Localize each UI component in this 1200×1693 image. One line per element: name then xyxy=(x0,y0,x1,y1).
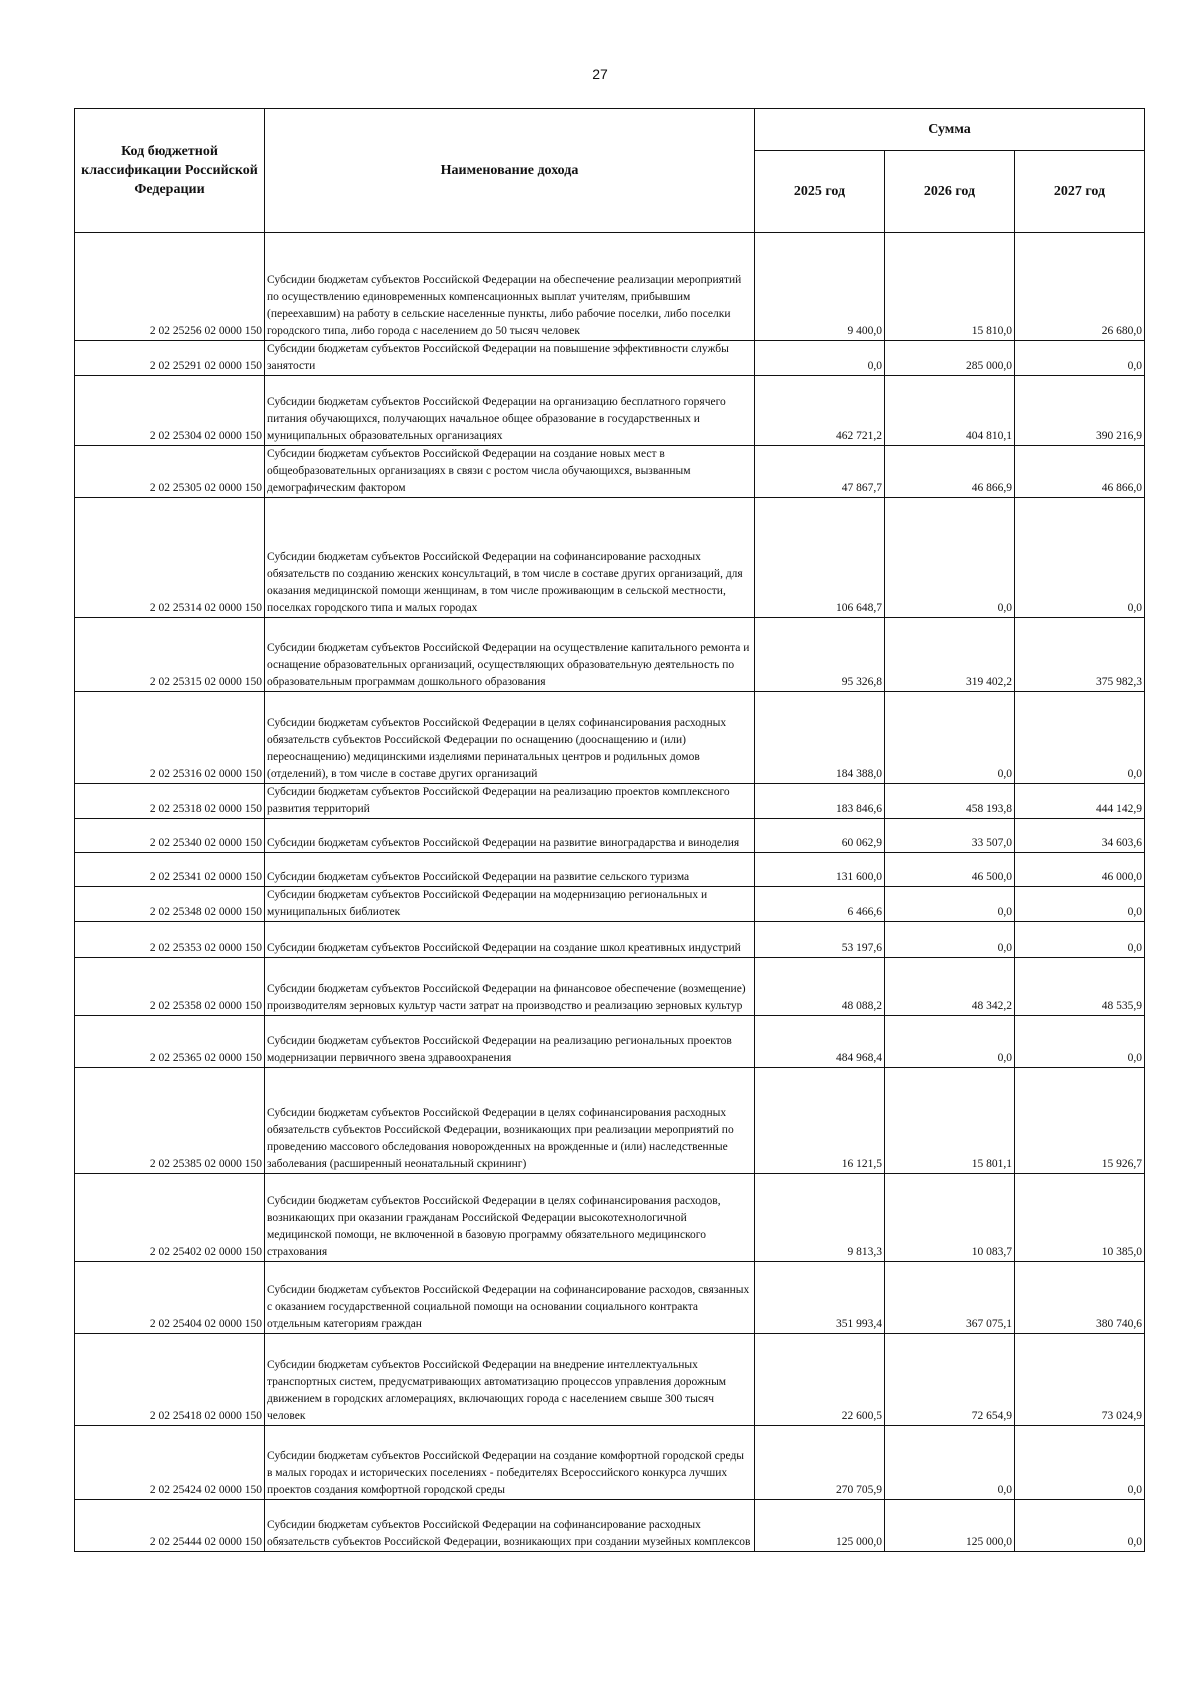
row-name: Субсидии бюджетам субъектов Российской Федерации на создание новых мест в общеобразовательных организациях в связи с ростом числа обучающихся, вызванным демографическим фактором xyxy=(265,446,755,498)
row-amount-2025: 183 846,6 xyxy=(755,784,885,819)
row-code: 2 02 25404 02 0000 150 xyxy=(75,1262,265,1334)
table-row xyxy=(75,1068,1145,1174)
row-amount-2026: 10 083,7 xyxy=(885,1174,1015,1262)
row-name: Субсидии бюджетам субъектов Российской Федерации в целях софинансирования расходных обязательств субъектов Российской Федерации, возникающих при реализации мероприятий по проведению массового обследования новорожденных на врожденные и (или) наследственные заболевания (расширенный неонатальный скрининг) xyxy=(265,1068,755,1174)
row-amount-2026: 33 507,0 xyxy=(885,819,1015,853)
row-amount-2027: 26 680,0 xyxy=(1015,233,1145,341)
row-amount-2026: 0,0 xyxy=(885,887,1015,922)
row-amount-2025: 95 326,8 xyxy=(755,618,885,692)
table-row xyxy=(75,618,1145,692)
row-code: 2 02 25444 02 0000 150 xyxy=(75,1500,265,1552)
table-row xyxy=(75,853,1145,887)
row-amount-2027: 34 603,6 xyxy=(1015,819,1145,853)
row-amount-2025: 53 197,6 xyxy=(755,922,885,958)
table-row xyxy=(75,784,1145,819)
table-row xyxy=(75,1334,1145,1426)
row-name: Субсидии бюджетам субъектов Российской Федерации на создание школ креативных индустрий xyxy=(265,922,755,958)
table-header xyxy=(75,109,1145,233)
row-code: 2 02 25318 02 0000 150 xyxy=(75,784,265,819)
row-code: 2 02 25304 02 0000 150 xyxy=(75,376,265,446)
table-row xyxy=(75,887,1145,922)
header-year-2026: 2026 год xyxy=(885,151,1015,233)
row-code: 2 02 25365 02 0000 150 xyxy=(75,1016,265,1068)
row-code: 2 02 25348 02 0000 150 xyxy=(75,887,265,922)
row-amount-2026: 404 810,1 xyxy=(885,376,1015,446)
row-name: Субсидии бюджетам субъектов Российской Федерации на осуществление капитального ремонта и оснащение образовательных организаций, осуществляющих образовательную деятельность по образовательным программам дошкольного образования xyxy=(265,618,755,692)
row-name: Субсидии бюджетам субъектов Российской Федерации на софинансирование расходных обязательств субъектов Российской Федерации, возникающих при создании музейных комплексов xyxy=(265,1500,755,1552)
table-row xyxy=(75,922,1145,958)
row-amount-2026: 125 000,0 xyxy=(885,1500,1015,1552)
table-row xyxy=(75,446,1145,498)
row-code: 2 02 25315 02 0000 150 xyxy=(75,618,265,692)
row-amount-2025: 125 000,0 xyxy=(755,1500,885,1552)
row-amount-2027: 48 535,9 xyxy=(1015,958,1145,1016)
row-name: Субсидии бюджетам субъектов Российской Федерации на реализацию проектов комплексного развития территорий xyxy=(265,784,755,819)
table-row xyxy=(75,819,1145,853)
table-body xyxy=(75,233,1145,1552)
row-amount-2027: 0,0 xyxy=(1015,887,1145,922)
table-row xyxy=(75,1016,1145,1068)
row-amount-2026: 0,0 xyxy=(885,1016,1015,1068)
row-amount-2026: 72 654,9 xyxy=(885,1334,1015,1426)
row-amount-2025: 0,0 xyxy=(755,341,885,376)
row-amount-2027: 0,0 xyxy=(1015,1500,1145,1552)
row-amount-2027: 0,0 xyxy=(1015,922,1145,958)
table-row xyxy=(75,341,1145,376)
row-name: Субсидии бюджетам субъектов Российской Федерации на реализацию региональных проектов модернизации первичного звена здравоохранения xyxy=(265,1016,755,1068)
row-amount-2026: 46 866,9 xyxy=(885,446,1015,498)
table-row xyxy=(75,692,1145,784)
row-amount-2025: 47 867,7 xyxy=(755,446,885,498)
row-name: Субсидии бюджетам субъектов Российской Федерации на модернизацию региональных и муниципальных библиотек xyxy=(265,887,755,922)
row-amount-2027: 375 982,3 xyxy=(1015,618,1145,692)
row-code: 2 02 25358 02 0000 150 xyxy=(75,958,265,1016)
row-amount-2027: 0,0 xyxy=(1015,1016,1145,1068)
row-amount-2025: 9 400,0 xyxy=(755,233,885,341)
row-amount-2026: 15 810,0 xyxy=(885,233,1015,341)
row-amount-2027: 73 024,9 xyxy=(1015,1334,1145,1426)
row-amount-2025: 184 388,0 xyxy=(755,692,885,784)
row-name: Субсидии бюджетам субъектов Российской Федерации на организацию бесплатного горячего питания обучающихся, получающих начальное общее образование в государственных и муниципальных образовательных организациях xyxy=(265,376,755,446)
header-year-2027: 2027 год xyxy=(1015,151,1145,233)
row-amount-2026: 367 075,1 xyxy=(885,1262,1015,1334)
table-row xyxy=(75,1426,1145,1500)
row-code: 2 02 25424 02 0000 150 xyxy=(75,1426,265,1500)
row-amount-2025: 22 600,5 xyxy=(755,1334,885,1426)
row-amount-2027: 380 740,6 xyxy=(1015,1262,1145,1334)
row-amount-2025: 106 648,7 xyxy=(755,498,885,618)
table-row xyxy=(75,376,1145,446)
row-code: 2 02 25402 02 0000 150 xyxy=(75,1174,265,1262)
row-amount-2026: 0,0 xyxy=(885,498,1015,618)
row-code: 2 02 25340 02 0000 150 xyxy=(75,819,265,853)
row-amount-2025: 16 121,5 xyxy=(755,1068,885,1174)
row-name: Субсидии бюджетам субъектов Российской Федерации в целях софинансирования расходов, возникающих при оказании гражданам Российской Федерации высокотехнологичной медицинской помощи, не включенной в базовую программу обязательного медицинского страхования xyxy=(265,1174,755,1262)
row-name: Субсидии бюджетам субъектов Российской Федерации на софинансирование расходных обязательств по созданию женских консультаций, в том числе в составе других организаций, для оказания медицинской помощи женщинам, в том числе проживающим в сельской местности, поселках городского типа и малых городах xyxy=(265,498,755,618)
row-amount-2026: 46 500,0 xyxy=(885,853,1015,887)
table-row xyxy=(75,1500,1145,1552)
row-name: Субсидии бюджетам субъектов Российской Федерации на обеспечение реализации мероприятий по осуществлению единовременных компенсационных выплат учителям, прибывшим (переехавшим) на работу в сельские населенные пункты, либо рабочие поселки, либо поселки городского типа, либо города с населением до 50 тысяч человек xyxy=(265,233,755,341)
revenue-table xyxy=(74,108,1145,1552)
row-amount-2027: 0,0 xyxy=(1015,692,1145,784)
table-row xyxy=(75,958,1145,1016)
row-amount-2026: 15 801,1 xyxy=(885,1068,1015,1174)
row-amount-2027: 0,0 xyxy=(1015,341,1145,376)
row-amount-2026: 458 193,8 xyxy=(885,784,1015,819)
row-amount-2025: 6 466,6 xyxy=(755,887,885,922)
row-code: 2 02 25385 02 0000 150 xyxy=(75,1068,265,1174)
row-code: 2 02 25256 02 0000 150 xyxy=(75,233,265,341)
row-amount-2025: 462 721,2 xyxy=(755,376,885,446)
row-amount-2027: 46 000,0 xyxy=(1015,853,1145,887)
row-amount-2027: 444 142,9 xyxy=(1015,784,1145,819)
row-code: 2 02 25314 02 0000 150 xyxy=(75,498,265,618)
row-name: Субсидии бюджетам субъектов Российской Федерации на развитие сельского туризма xyxy=(265,853,755,887)
row-code: 2 02 25316 02 0000 150 xyxy=(75,692,265,784)
row-amount-2027: 15 926,7 xyxy=(1015,1068,1145,1174)
header-year-2025: 2025 год xyxy=(755,151,885,233)
row-amount-2026: 0,0 xyxy=(885,922,1015,958)
page-number: 27 xyxy=(592,66,608,82)
header-name: Наименование дохода xyxy=(265,109,755,233)
row-amount-2025: 9 813,3 xyxy=(755,1174,885,1262)
row-name: Субсидии бюджетам субъектов Российской Федерации на финансовое обеспечение (возмещение) производителям зерновых культур части затрат на производство и реализацию зерновых культур xyxy=(265,958,755,1016)
table-row xyxy=(75,233,1145,341)
row-code: 2 02 25353 02 0000 150 xyxy=(75,922,265,958)
row-name: Субсидии бюджетам субъектов Российской Федерации на внедрение интеллектуальных транспортных систем, предусматривающих автоматизацию процессов управления дорожным движением в городских агломерациях, включающих города с населением свыше 300 тысяч человек xyxy=(265,1334,755,1426)
row-amount-2026: 319 402,2 xyxy=(885,618,1015,692)
row-amount-2027: 10 385,0 xyxy=(1015,1174,1145,1262)
row-amount-2025: 48 088,2 xyxy=(755,958,885,1016)
row-amount-2027: 0,0 xyxy=(1015,1426,1145,1500)
row-amount-2026: 0,0 xyxy=(885,692,1015,784)
row-name: Субсидии бюджетам субъектов Российской Федерации на софинансирование расходов, связанных с оказанием государственной социальной помощи на основании социального контракта отдельным категориям граждан xyxy=(265,1262,755,1334)
row-amount-2026: 48 342,2 xyxy=(885,958,1015,1016)
row-amount-2027: 390 216,9 xyxy=(1015,376,1145,446)
header-code: Код бюджетной классификации Российской Федерации xyxy=(75,109,265,233)
row-code: 2 02 25418 02 0000 150 xyxy=(75,1334,265,1426)
table-row xyxy=(75,1174,1145,1262)
row-code: 2 02 25305 02 0000 150 xyxy=(75,446,265,498)
row-amount-2026: 285 000,0 xyxy=(885,341,1015,376)
row-amount-2025: 484 968,4 xyxy=(755,1016,885,1068)
row-name: Субсидии бюджетам субъектов Российской Федерации на повышение эффективности службы занятости xyxy=(265,341,755,376)
row-amount-2027: 46 866,0 xyxy=(1015,446,1145,498)
row-name: Субсидии бюджетам субъектов Российской Федерации на развитие виноградарства и виноделия xyxy=(265,819,755,853)
table-row xyxy=(75,498,1145,618)
header-sum: Сумма xyxy=(755,109,1145,151)
row-code: 2 02 25291 02 0000 150 xyxy=(75,341,265,376)
row-amount-2025: 60 062,9 xyxy=(755,819,885,853)
row-code: 2 02 25341 02 0000 150 xyxy=(75,853,265,887)
row-amount-2025: 351 993,4 xyxy=(755,1262,885,1334)
row-amount-2025: 131 600,0 xyxy=(755,853,885,887)
row-name: Субсидии бюджетам субъектов Российской Федерации на создание комфортной городской среды в малых городах и исторических поселениях - победителях Всероссийского конкурса лучших проектов создания комфортной городской среды xyxy=(265,1426,755,1500)
row-amount-2025: 270 705,9 xyxy=(755,1426,885,1500)
row-name: Субсидии бюджетам субъектов Российской Федерации в целях софинансирования расходных обязательств субъектов Российской Федерации по оснащению (дооснащению и (или) переоснащению) медицинскими изделиями перинатальных центров и родильных домов (отделений), в том числе в составе других организаций xyxy=(265,692,755,784)
row-amount-2027: 0,0 xyxy=(1015,498,1145,618)
row-amount-2026: 0,0 xyxy=(885,1426,1015,1500)
table-row xyxy=(75,1262,1145,1334)
